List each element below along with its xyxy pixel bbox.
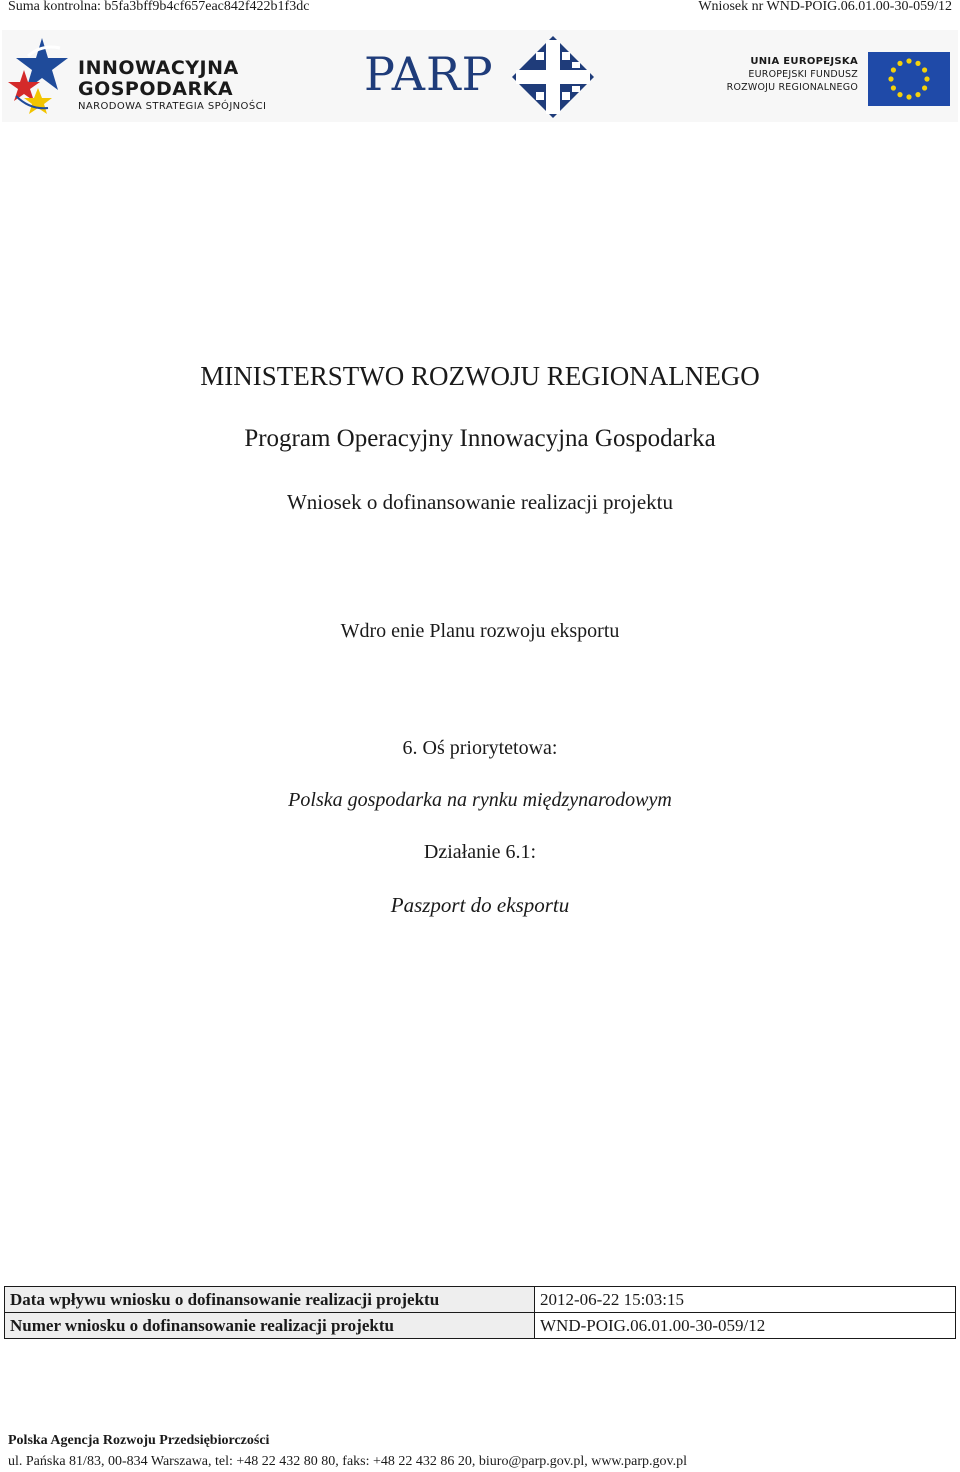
- eu-line-3: ROZWOJU REGIONALNEGO: [726, 82, 858, 93]
- action-name: Paszport do eksportu: [390, 893, 570, 917]
- eu-flag-icon: [868, 52, 950, 106]
- submission-date-label: Data wpływu wniosku o dofinansowanie realizacji projektu: [5, 1287, 535, 1313]
- parp-wordmark: PARP: [364, 47, 494, 101]
- eu-line-2: EUROPEJSKI FUNDUSZ: [748, 69, 858, 80]
- ig-line-1: INNOWACYJNA: [78, 57, 239, 79]
- eu-logo: [720, 44, 952, 108]
- application-number-value: WND-POIG.06.01.00-30-059/12: [535, 1313, 956, 1339]
- eu-wordmark: [720, 55, 858, 94]
- submission-date-value: 2012-06-22 15:03:15: [535, 1287, 956, 1313]
- parp-emblem-icon: [510, 34, 596, 120]
- ig-line-2: GOSPODARKA: [78, 78, 234, 100]
- ig-line-3: NARODOWA STRATEGIA SPÓJNOŚCI: [78, 101, 267, 112]
- page-header: [0, 0, 960, 14]
- program-title: Program Operacyjny Innowacyjna Gospodarka: [244, 425, 716, 452]
- priority-axis-name: Polska gospodarka na rynku międzynarodowym: [288, 789, 672, 811]
- page-footer: [8, 1430, 958, 1472]
- ig-star-icon: [8, 36, 70, 118]
- innowacyjna-gospodarka-logo: [8, 36, 268, 118]
- footer-organization: Polska Agencja Rozwoju Przedsiębiorczości: [8, 1433, 270, 1448]
- project-title: Wdro enie Planu rozwoju eksportu: [340, 620, 620, 642]
- application-number-header: Wniosek nr WND-POIG.06.01.00-30-059/12: [698, 0, 952, 14]
- footer-address: ul. Pańska 81/83, 00-834 Warszawa, tel: +48 22 432 80 80, faks: +48 22 432 86 20, biuro@parp.gov.pl, www.parp.gov.pl: [8, 1454, 687, 1469]
- table-row: [5, 1287, 956, 1313]
- action-label: Działanie 6.1:: [423, 841, 537, 863]
- eu-line-1: UNIA EUROPEJSKA: [750, 56, 858, 67]
- priority-axis-label: 6. Oś priorytetowa:: [402, 737, 558, 759]
- application-info-table: [4, 1286, 956, 1339]
- ministry-title: MINISTERSTWO ROZWOJU REGIONALNEGO: [200, 361, 760, 391]
- application-number-label: Numer wniosku o dofinansowanie realizacji projektu: [5, 1313, 535, 1339]
- checksum-text: Suma kontrolna: b5fa3bff9b4cf657eac842f422b1f3dc: [8, 0, 310, 14]
- ig-wordmark: [78, 58, 266, 114]
- logo-band: [2, 30, 958, 122]
- application-title: Wniosek o dofinansowanie realizacji projektu: [286, 490, 674, 514]
- table-row: [5, 1313, 956, 1339]
- parp-logo: [364, 34, 604, 118]
